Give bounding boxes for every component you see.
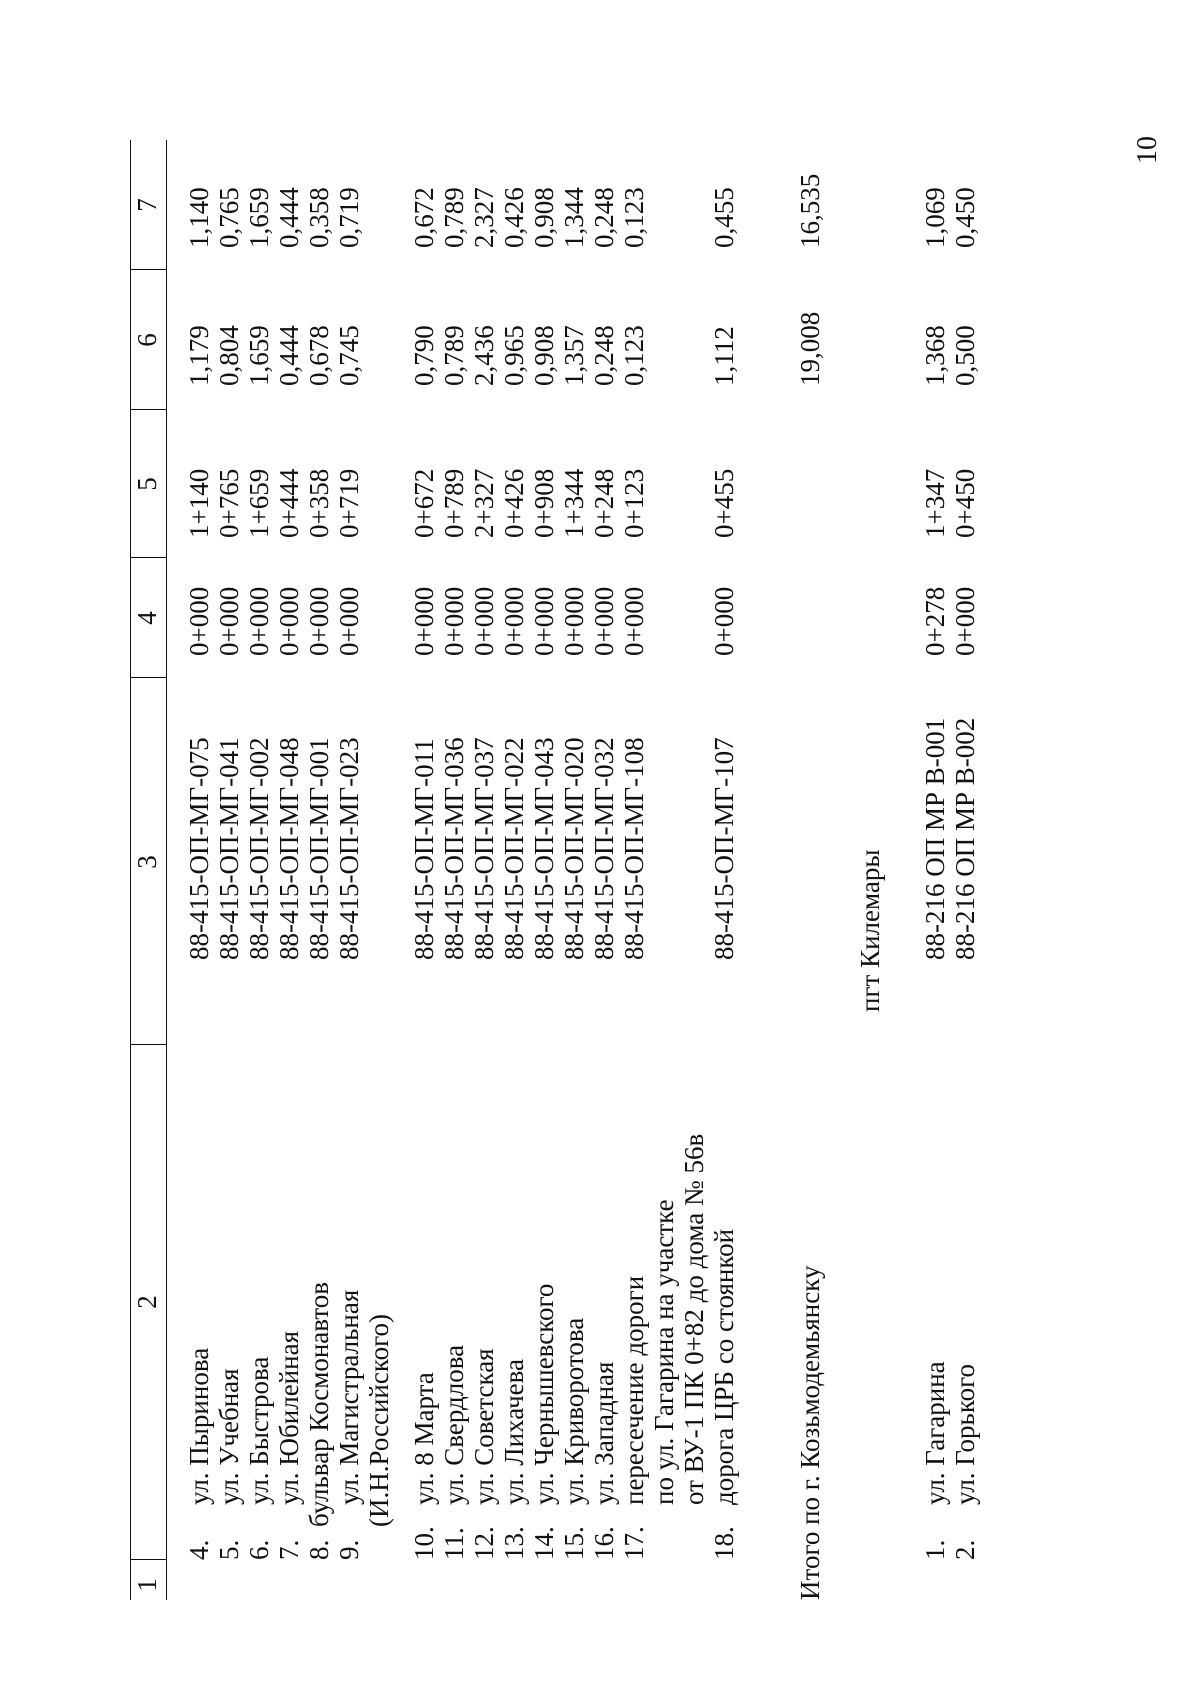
start-km: 0+278	[920, 586, 950, 656]
end-km: 0+450	[950, 468, 980, 538]
section-length: 0,908	[529, 187, 559, 248]
road-code: 88-415-ОП-МГ-001	[304, 737, 334, 960]
end-km: 0+789	[439, 468, 469, 538]
road-name: ул. Магистральная	[334, 1289, 364, 1505]
total-length: 0,500	[950, 325, 980, 386]
section-length: 1,069	[920, 187, 950, 248]
section-title: пгт Килемары	[855, 849, 885, 1012]
row-number: 9.	[334, 1539, 364, 1560]
col-separator	[130, 269, 166, 270]
col-numbers	[184, 1526, 739, 1560]
road-code: 88-415-ОП-МГ-022	[499, 737, 529, 960]
start-km: 0+000	[559, 586, 589, 656]
col-length-g3	[920, 187, 980, 248]
end-km: 0+719	[334, 468, 364, 538]
road-name: пересечение дороги	[619, 1275, 649, 1505]
col-end	[184, 469, 739, 538]
total-length: 0,745	[334, 325, 364, 386]
end-km: 0+672	[409, 468, 439, 538]
total-length: 2,436	[469, 325, 499, 386]
col-end-g3	[920, 469, 980, 538]
road-registry-table	[130, 140, 1080, 1600]
section-length: 0,672	[409, 187, 439, 248]
col-header-2: 2	[132, 1295, 162, 1309]
end-km: 2+327	[469, 468, 499, 538]
col-header-5: 5	[132, 477, 162, 491]
total-length: 0,248	[589, 325, 619, 386]
start-km: 0+000	[274, 586, 304, 656]
road-code: 88-415-ОП-МГ-075	[184, 737, 214, 960]
road-name: ул. Криворотова	[559, 1317, 589, 1505]
total-length: 1,112	[709, 326, 739, 386]
road-name-cont: (И.Н.Российского)	[364, 1314, 394, 1527]
start-km: 0+000	[529, 586, 559, 656]
end-km: 0+248	[589, 468, 619, 538]
road-code: 88-216 ОП МР В-001	[920, 717, 950, 960]
road-name: дорога ЦРБ со стоянкой	[709, 1228, 739, 1505]
road-name: ул. 8 Марта	[409, 1372, 439, 1505]
end-km: 0+455	[709, 468, 739, 538]
end-km: 1+344	[559, 468, 589, 538]
end-km: 0+908	[529, 468, 559, 538]
col-start	[184, 587, 739, 656]
road-name: ул. Чернышевского	[529, 1283, 559, 1505]
section-length: 1,140	[184, 187, 214, 248]
col-header-3: 3	[132, 855, 162, 869]
total-length: 1,659	[244, 325, 274, 386]
start-km: 0+000	[499, 586, 529, 656]
road-name: ул. Гагарина	[920, 1361, 950, 1505]
col-length	[184, 187, 739, 248]
col-separator	[130, 1044, 166, 1045]
end-km: 0+358	[304, 468, 334, 538]
col-header-7: 7	[132, 198, 162, 212]
row-number: 16.	[589, 1526, 619, 1560]
road-code: 88-415-ОП-МГ-041	[214, 737, 244, 960]
total-length: 0,444	[274, 325, 304, 386]
road-code: 88-415-ОП-МГ-036	[439, 737, 469, 960]
row-number: 15.	[559, 1526, 589, 1560]
total-length: 0,965	[499, 325, 529, 386]
road-name: ул. Лихачева	[499, 1358, 529, 1505]
col-names	[184, 1133, 739, 1527]
row-number: 2.	[950, 1539, 980, 1560]
start-km: 0+000	[214, 586, 244, 656]
end-km: 1+347	[920, 468, 950, 538]
section-length: 0,450	[950, 187, 980, 248]
section-length: 0,719	[334, 187, 364, 248]
table-top-rule	[130, 140, 131, 1600]
road-code: 88-415-ОП-МГ-107	[709, 737, 739, 960]
row-number: 7.	[274, 1539, 304, 1560]
row-number: 13.	[499, 1526, 529, 1560]
road-name: ул. Пыринова	[184, 1347, 214, 1505]
row-number: 17.	[619, 1526, 649, 1560]
road-code: 88-415-ОП-МГ-048	[274, 737, 304, 960]
col-header-6: 6	[132, 333, 162, 347]
end-km: 1+140	[184, 468, 214, 538]
road-name: бульвар Космонавтов	[304, 1281, 334, 1527]
col-start-g3	[920, 587, 980, 656]
end-km: 0+444	[274, 468, 304, 538]
road-name: ул. Советская	[469, 1348, 499, 1505]
col-numbers-g3	[920, 1540, 980, 1560]
road-code: 88-415-ОП-МГ-032	[589, 737, 619, 960]
start-km: 0+000	[334, 586, 364, 656]
row-number: 8.	[304, 1539, 334, 1560]
road-name: ул. Западная	[589, 1361, 619, 1505]
end-km: 0+123	[619, 468, 649, 538]
start-km: 0+000	[184, 586, 214, 656]
col-header-4: 4	[132, 611, 162, 625]
section-length: 0,789	[439, 187, 469, 248]
header-bottom-rule	[166, 140, 167, 1600]
subtotal-total: 19,008	[795, 311, 825, 386]
subtotal-length: 16,535	[795, 173, 825, 248]
section-length: 1,344	[559, 187, 589, 248]
section-length: 0,248	[589, 187, 619, 248]
road-code: 88-415-ОП-МГ-011	[409, 738, 439, 960]
road-name: ул. Учебная	[214, 1368, 244, 1505]
road-name: ул. Горького	[950, 1364, 980, 1505]
start-km: 0+000	[244, 586, 274, 656]
start-km: 0+000	[439, 586, 469, 656]
col-separator	[130, 1559, 166, 1560]
start-km: 0+000	[619, 586, 649, 656]
total-length: 0,789	[439, 325, 469, 386]
total-length: 1,357	[559, 325, 589, 386]
road-name: ул. Свердлова	[439, 1344, 469, 1505]
row-number: 1.	[920, 1539, 950, 1560]
total-length: 0,678	[304, 325, 334, 386]
start-km: 0+000	[304, 586, 334, 656]
row-number: 6.	[244, 1539, 274, 1560]
road-name-cont: от ВУ-1 ПК 0+82 до дома № 56в	[679, 1133, 709, 1505]
row-number: 11.	[439, 1527, 469, 1560]
road-name-cont: по ул. Гагарина на участке	[649, 1199, 679, 1505]
road-code: 88-415-ОП-МГ-108	[619, 737, 649, 960]
end-km: 0+765	[214, 468, 244, 538]
row-number: 18.	[709, 1526, 739, 1560]
road-code: 88-415-ОП-МГ-020	[559, 737, 589, 960]
total-length: 1,179	[184, 325, 214, 386]
start-km: 0+000	[950, 586, 980, 656]
col-header-1: 1	[132, 1578, 162, 1592]
total-length: 1,368	[920, 325, 950, 386]
road-code: 88-216 ОП МР В-002	[950, 717, 980, 960]
total-length: 0,790	[409, 325, 439, 386]
total-length: 0,804	[214, 325, 244, 386]
end-km: 0+426	[499, 468, 529, 538]
total-length: 0,123	[619, 325, 649, 386]
row-number: 14.	[529, 1526, 559, 1560]
section-length: 0,765	[214, 187, 244, 248]
section-length: 0,358	[304, 187, 334, 248]
page-number: 10	[1132, 136, 1163, 164]
section-length: 0,444	[274, 187, 304, 248]
col-names-g3	[920, 1361, 980, 1505]
road-code: 88-415-ОП-МГ-037	[469, 737, 499, 960]
road-code: 88-415-ОП-МГ-002	[244, 737, 274, 960]
row-number: 5.	[214, 1539, 244, 1560]
col-codes	[184, 737, 739, 960]
col-codes-g3	[920, 718, 980, 960]
start-km: 0+000	[469, 586, 499, 656]
col-separator	[130, 409, 166, 410]
section-length: 0,123	[619, 187, 649, 248]
col-total-g3	[920, 325, 980, 386]
section-length: 2,327	[469, 187, 499, 248]
road-code: 88-415-ОП-МГ-043	[529, 737, 559, 960]
subtotal-label: Итого по г. Козьмодемьянску	[795, 1265, 825, 1600]
row-number: 4.	[184, 1539, 214, 1560]
row-number: 12.	[469, 1526, 499, 1560]
start-km: 0+000	[409, 586, 439, 656]
end-km: 1+659	[244, 468, 274, 538]
col-total	[184, 325, 739, 386]
road-code: 88-415-ОП-МГ-023	[334, 737, 364, 960]
section-length: 0,455	[709, 187, 739, 248]
section-length: 0,426	[499, 187, 529, 248]
road-name: ул. Быстрова	[244, 1356, 274, 1505]
col-separator	[130, 677, 166, 678]
start-km: 0+000	[709, 586, 739, 656]
row-number: 10.	[409, 1526, 439, 1560]
col-separator	[130, 557, 166, 558]
road-name: ул. Юбилейная	[274, 1331, 304, 1505]
total-length: 0,908	[529, 325, 559, 386]
section-length: 1,659	[244, 187, 274, 248]
start-km: 0+000	[589, 586, 619, 656]
